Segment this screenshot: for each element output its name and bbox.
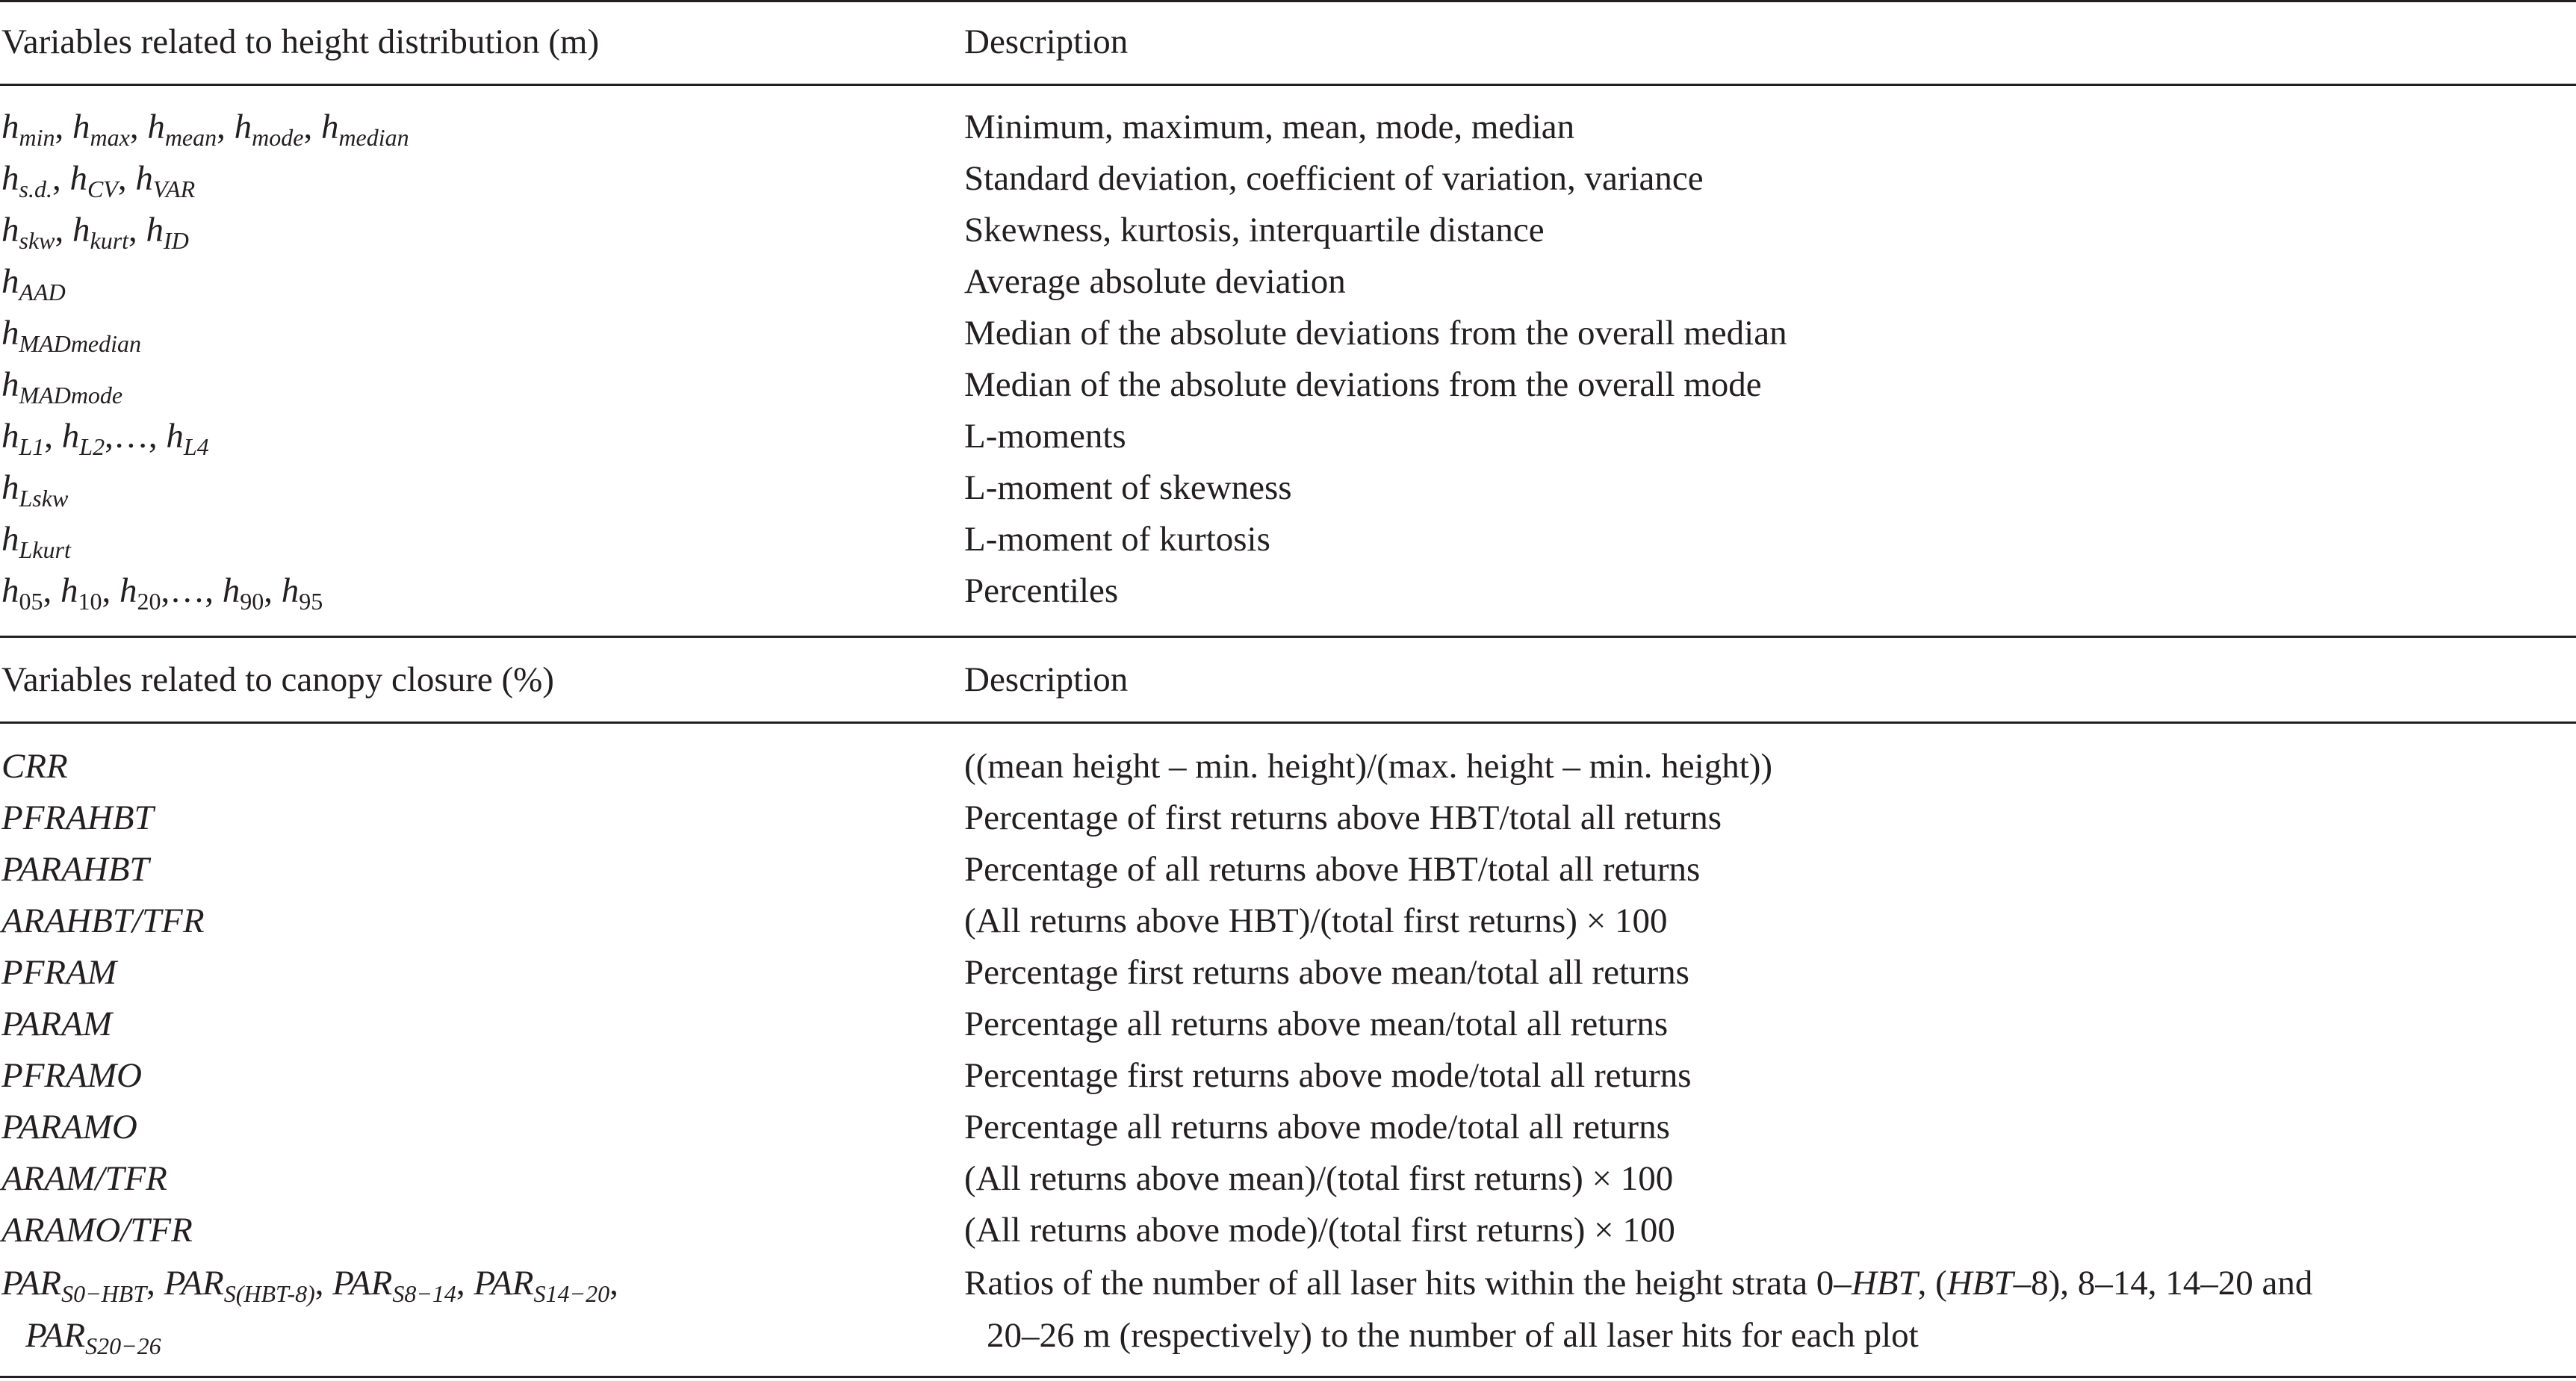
description: (All returns above HBT)/(total first returns) × 100 (964, 901, 1668, 940)
variable-symbols: $h_{MADmedian}$ (1, 314, 142, 357)
header-rule (0, 721, 2576, 724)
table-row (0, 256, 2576, 308)
variable-symbols: $h_{Lkurt}$ (1, 520, 71, 563)
description: Percentage all returns above mode/total all returns (964, 1108, 1670, 1146)
description: Percentiles (964, 571, 1119, 610)
description: Skewness, kurtosis, interquartile distance (964, 211, 1545, 249)
column-header-variables: Variables related to height distribution (m) (1, 22, 600, 61)
variable-name: PFRAM (1, 953, 117, 992)
description: Percentage of first returns above HBT/total all returns (964, 798, 1722, 837)
table-row-strata (0, 1257, 2576, 1362)
strata-variable-symbols: $PAR_{S0-HBT}$, $PAR_{S(HBT-8)}$, $PAR_{S8-14}$, $PAR_{S14-20}$, (1, 1264, 618, 1307)
description: ((mean height – min. height)/(max. height – min. height)) (964, 747, 1773, 786)
variable-symbols: $h_{AAD}$ (1, 262, 66, 305)
table-row (0, 1050, 2576, 1102)
variable-name: ARAMO/TFR (1, 1211, 193, 1250)
section-header-canopy (0, 654, 2576, 706)
table-row (0, 947, 2576, 999)
variable-name: PARAM (1, 1005, 112, 1043)
strata-description-line2: 20–26 m (respectively) to the number of all laser hits for each plot (987, 1316, 1919, 1355)
table-row (0, 741, 2576, 792)
description: Median of the absolute deviations from the overall mode (964, 365, 1762, 404)
table-row (0, 1153, 2576, 1205)
variable-symbols: $h_{s.d.}$, $h_{CV}$, $h_{VAR}$ (1, 159, 196, 202)
column-header-variables: Variables related to canopy closure (%) (1, 660, 554, 699)
variable-name: ARAM/TFR (1, 1159, 167, 1198)
column-header-description: Description (964, 660, 1129, 699)
description: Average absolute deviation (964, 262, 1346, 301)
variable-symbols: $h_{MADmode}$ (1, 365, 123, 409)
table-row (0, 844, 2576, 896)
variable-symbols: $h_{skw}$, $h_{kurt}$, $h_{ID}$ (1, 211, 189, 254)
table-row (0, 359, 2576, 411)
variable-name: ARAHBT/TFR (1, 901, 205, 940)
table-row (0, 1102, 2576, 1153)
description: L-moments (964, 417, 1126, 456)
variable-name: PARAMO (1, 1108, 137, 1146)
description: Standard deviation, coefficient of variation, variance (964, 159, 1704, 198)
variable-symbols: $h_{L1}$, $h_{L2},\dots$, $h_{L4}$ (1, 417, 209, 460)
table-row (0, 411, 2576, 462)
table-row (0, 565, 2576, 617)
variable-name: PFRAMO (1, 1056, 142, 1095)
table-row (0, 896, 2576, 947)
table-row (0, 462, 2576, 514)
table-row (0, 153, 2576, 205)
table-row (0, 792, 2576, 844)
strata-variable-symbols-line2: $PAR_{S20-26}$ (25, 1316, 161, 1359)
variable-symbols: $h_{min}$, $h_{max}$, $h_{mean}$, $h_{mode}$, $h_{median}$ (1, 108, 409, 151)
header-rule (0, 84, 2576, 86)
variable-symbols: $h_{Lskw}$ (1, 468, 69, 512)
variable-name: PFRAHBT (1, 798, 154, 837)
variable-name: CRR (1, 747, 68, 786)
table-row (0, 1205, 2576, 1256)
table-bottom-rule (0, 1376, 2576, 1378)
section-divider-rule (0, 636, 2576, 638)
variable-symbols: $h_{05}$, $h_{10}$, $h_{20},\dots$, $h_{90}$, $h_{95}$ (1, 571, 323, 615)
table-top-rule (0, 0, 2576, 2)
description: (All returns above mode)/(total first returns) × 100 (964, 1211, 1675, 1250)
description: Percentage first returns above mean/total all returns (964, 953, 1689, 992)
description: L-moment of kurtosis (964, 520, 1270, 559)
table-row (0, 308, 2576, 359)
description: Percentage all returns above mean/total all returns (964, 1005, 1669, 1043)
variable-name: PARAHBT (1, 850, 149, 889)
section-header-height (0, 16, 2576, 68)
column-header-description: Description (964, 22, 1129, 61)
description: (All returns above mean)/(total first returns) × 100 (964, 1159, 1674, 1198)
table-row (0, 205, 2576, 256)
table-row (0, 514, 2576, 565)
description: Percentage first returns above mode/total all returns (964, 1056, 1692, 1095)
description: L-moment of skewness (964, 468, 1292, 507)
strata-description-line1: Ratios of the number of all laser hits within the height strata 0–HBT, (HBT–8), 8–14, 14–20 and (964, 1264, 2313, 1303)
table-row (0, 999, 2576, 1050)
description: Minimum, maximum, mean, mode, median (964, 108, 1575, 146)
table-row (0, 102, 2576, 153)
description: Percentage of all returns above HBT/total all returns (964, 850, 1701, 889)
description: Median of the absolute deviations from the overall median (964, 314, 1787, 353)
